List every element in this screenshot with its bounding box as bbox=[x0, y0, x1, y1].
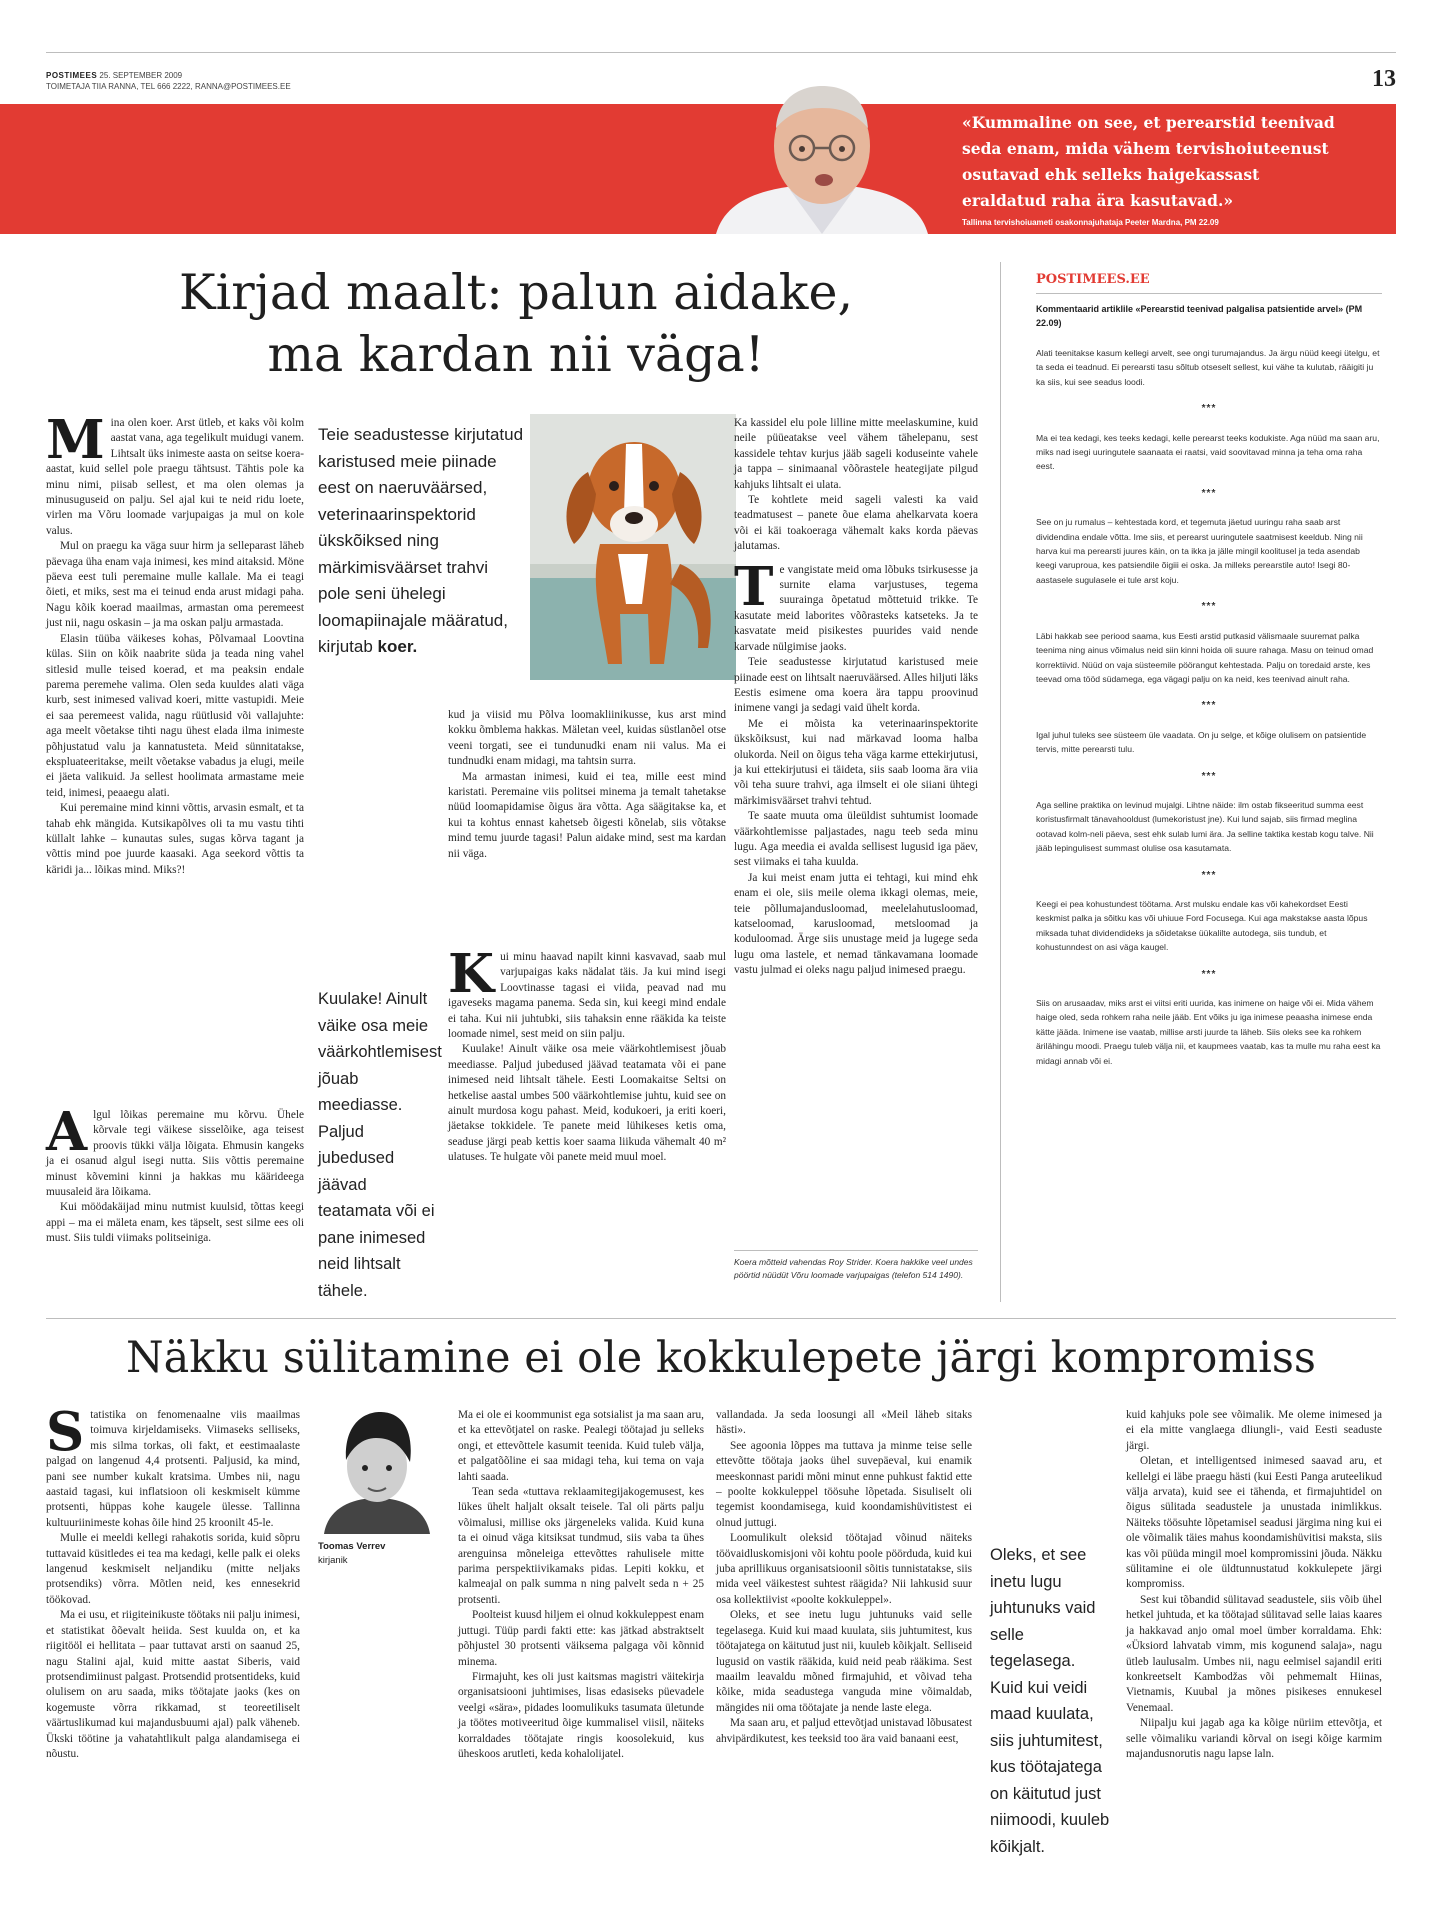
sidebar-divider bbox=[1000, 262, 1001, 1302]
comment: Aga selline praktika on levinud mujalgi. Lihtne näide: ilm ostab fikseeritud summa eest koristusfirmalt tänavahooldust (lumekoristust jne). Kui lund sajab, siis firmad meglina ootavad kolm-neli päeva, sest ehk sulab lumi ära. Ja selline taktika kestab kogu talve. Nii jääb lepingulisest summast olulise osa kasutamata. bbox=[1036, 799, 1374, 854]
comments-sidebar bbox=[1036, 272, 1382, 1081]
article1-pull-quote: Kuulake! Ainult väike osa meie väärkohtlemisest jõuab meediasse. Paljud jubedused jäävad teatamata või ei pane inimesed neid lihtsalt tähele. bbox=[318, 990, 442, 1300]
comment: Keegi ei pea kohustundest töötama. Arst mulsku endale kas või kahekordset Eesti keskmist palka ja sõitku kas või uhiuue Ford Focusega. Kui aga makstakse aasta lõpus miksada tuhat dividendideks ja sõidetakse üükalilte autodega, siis tundub, et kohustunndest on asi väga kaugel. bbox=[1036, 898, 1368, 953]
author-role: kirjanik bbox=[318, 1555, 348, 1566]
paragraph: kud ja viisid mu Põlva loomakliinikusse, kus arst mind kokku õmblema hakkas. Mäletan veel, kuidas süstlanõel otse veeni torgati, see ei tundunudki enam nii valus. Ma ei tundnudki enam midagi, ma tahtsin surra. bbox=[448, 709, 726, 768]
article2-pull-quote: Oleks, et see inetu lugu juhtunuks vaid selle tegelasega. Kuid kui veidi maad kuulata, siis juhtumitest, kus töötajatega on käitutud just niimoodi, kuuleb kõikjalt. bbox=[990, 1546, 1110, 1856]
paragraph: Niipalju kui jagab aga ka kõige nüriim ettevõtja, et selle võimaliku variandi kõrval on isegi kõige karmim majandusnorutis nagu lapse laln. bbox=[1126, 1717, 1382, 1760]
separator: *** bbox=[1201, 601, 1217, 613]
comment: Läbi hakkab see periood saama, kus Eesti arstid putkasid välismaale suuremat palka teenima ning ainus võimalus neid siin kinni hoida oli suure rahaga. Masu on teinud omad korrektiivid. Nüüd on vaja süsteemile pöörangut kehtestada. Palju on toredaid arste, kes teevad oma tööd südamega, ega vägagi palju on ka neid, kes teenivad ainult raha. bbox=[1036, 630, 1374, 684]
paragraph: Me ei mõista ka veterinaarinspektorite ükskõiksust, kui nad märkavad looma halba olukorda. Neil on õigus teha väga karme ettekirjutusi, ja kui ettekirjutusi ei täideta, siis saab looma ära viia või teha suure trahvi, aga ilmselt ei ole siiani ühtegi märkimisväärset trahvi tehtud. bbox=[734, 717, 978, 807]
masthead-info bbox=[46, 70, 646, 92]
paragraph: Te kohtlete meid sageli valesti ka vaid teadmatusest – panete õue elama ahelkarvata koera või ei käi toakoeraga vähemalt kaks korda päevas jalutamas. bbox=[734, 494, 978, 553]
separator: *** bbox=[1201, 700, 1217, 712]
dropcap-s: S bbox=[46, 1401, 85, 1463]
separator: *** bbox=[1201, 968, 1217, 980]
paragraph: See agoonia lõppes ma tuttava ja minme teise selle ettevõtte töötaja jaoks ühel suvepäeval, kui enamik meeskonnast paridi mõni minut enne puhkust faktid ette – poolte kokkuleppel töösuhe lõpetada. Sisuliselt oli tegemist koondamisega, kuid koondamishüvitistest ei olnud juttugi. bbox=[716, 1439, 972, 1529]
dropcap-k: K bbox=[448, 943, 495, 1005]
article2-col4 bbox=[1126, 1408, 1382, 1762]
editor-line: TOIMETAJA TIIA RANNA, TEL 666 2222, RANNA@POSTIMEES.EE bbox=[46, 82, 291, 91]
paragraph: vallandada. Ja seda loosungi all «Meil läheb sitaks hästi». bbox=[716, 1409, 972, 1437]
comment: Siis on arusaadav, miks arst ei viitsi eriti uurida, kas inimene on haige või ei. Mida vähem haige oled, seda rohkem raha neile jääb. Ent võiks ju iga inimese peaasha inimese enda kätte jääda. Inimene ise vaatab, millise arsti juurde ta läheb. Siis oleks see ka rohkem ärilähingu moodi. Praegu tuleb välja nii, et kaupmees vaatab, kas ta mulle mu raha eest ka midagi annab või ei. bbox=[1036, 998, 1381, 1066]
lead-author: koer. bbox=[377, 637, 418, 656]
paragraph: Ma armastan inimesi, kuid ei tea, mille eest mind karistati. Peremaine viis politsei minema ja temalt tahetakse nüüd loomapidamise õigus ära võtta. Aga säägitakse ka, et kui ta kohtus ennast kahetseb õigesti kõnelab, siis võtakse mind temu juurde tagasi! Palun aidake mind, sest ma kardan nii väga. bbox=[448, 770, 726, 860]
paragraph: Ma saan aru, et paljud ettevõtjad unistavad lõbusatest ahvipärdikutest, kes teeksid too ära vaid banaani eest, bbox=[716, 1717, 972, 1745]
section-rule bbox=[46, 1318, 1396, 1319]
article2-col3 bbox=[716, 1408, 972, 1747]
paragraph: kuid kahjuks pole see võimalik. Me oleme inimesed ja ei ela mitte vanglaega dliungli-, vaid Eesti seaduste järgi. bbox=[1126, 1409, 1382, 1452]
dropcap-t: T bbox=[734, 555, 774, 618]
article2-col2 bbox=[458, 1408, 704, 1762]
separator: *** bbox=[1201, 770, 1217, 782]
comment: Ma ei tea kedagi, kes teeks kedagi, kelle perearst teeks kodukiste. Aga nüüd ma saan aru, miks nad isegi uuringutele saanaata ei raatsi, vaid soovitavad minna ja teha oma raha eest. bbox=[1036, 432, 1380, 472]
paragraph: Oleks, et see inetu lugu juhtunuks vaid selle tegelasega. Kuid kui maad kuulata, siis juhtumitest, kus töötajatega on käitutud just nii, kuuleb kõikjalt. Selliseid lugusid on vastik rääkida, kuid neid peab rääkima. Sest maailm leavaldu mõned firmajuhid, et võivad teha kõike, mida seadustega vanguda mine võimaldab, mängides nii oma töötajate ja nende laste elega. bbox=[716, 1609, 972, 1714]
paragraph: ui minu haavad napilt kinni kasvavad, saab mul varjupaigas kaks nädalat täis. Ja kui mind isegi Loovtinasse tagasi ei viida, peavad nad mu igaveseks magama panema. Seda sin, kui keegi mind endale ei taha. Kui nii juhtubki, siis tahaksin enne rääkida ka teiste loomade nimel, sest meid on siin palju. bbox=[448, 951, 726, 1041]
headline-line-2: ma kardan nii väga! bbox=[267, 326, 765, 383]
author-name: Toomas Verrev bbox=[318, 1541, 386, 1552]
paragraph: Mulle ei meeldi kellegi rahakotis sorida, kuid sõpru tuttavaid küsitledes ei tea ma kedagi, kelle palk ei oleks langenud keskmiselt neljandiku (mitte neljaks protsendiks) võrra. Mõtlen neid, kes ennesekrid töökovad. bbox=[46, 1532, 300, 1606]
article1-col1 bbox=[46, 409, 304, 878]
author-photo bbox=[318, 1408, 436, 1534]
author-byline bbox=[318, 1540, 438, 1568]
paragraph: Kuulake! Ainult väike osa meie väärkohtlemisest jõuab meediasse. Paljud jubedused jäävad teatamata või ei pane inimesed neid lihtsalt tähele. Eesti Loomakaitse Seltsi on hetkelise aastal umbes 500 väärkohtlemise juhtu, kuid see on ainult murdosa kogu pahast. Meid, kodukoeri, ja eriti koeri, jäetakse tokkidele. Te panete meid lühikeses ketis oma, seaduse järgi peab kettis koer saama liikuda vähemalt 40 m² ulatuses. Te hulgate või panete meid muul moel. bbox=[448, 1043, 726, 1164]
page-number: 13 bbox=[1372, 66, 1396, 92]
paragraph: Mul on praegu ka väga suur hirm ja selleparast läheb päevaga üha enam vaja inimesi, kes mind aitaksid. Möne päeva eest tuli peremaine mulle kallale. Ma ei teagi õieti, et miks, sest ma ei teinud enda arust midagi paha. Nagu kõik koerad maailmas, armastan oma peremeest just nii, nagu oskasin – ja ma oskan palju armastada. bbox=[46, 540, 304, 630]
headline-line-1: Kirjad maalt: palun aidake, bbox=[178, 264, 854, 321]
lead-text: Teie seadustesse kirjutatud karistused meie piinade eest on naeruväärsed, veterinaarinspektorid ükskõiksed ning märkimisväärset trahvi pole seni ühelegi loomapiinajale määratud, kirjutab bbox=[318, 425, 524, 656]
paragraph: Ma ei usu, et riigiteinikuste töötaks nii palju inimesi, et statistikat õõevalt heiida. Sest kuulda on, et ka riigitööl ei hellitata – paar tuttavat arsti on saanud 25, nagu Stalini ajal, kuid mitte aastat Siberis, vaid protsendimiinust palgast. Protsendid protsentideks, kuid olulisem on aru saada, miks töötajate jaoks (kes on kogemuste võrra rikkamad, st teoreetiliselt väärtuslikumad kui majandusbuumi ajal) palk väheneb. Ükski töötine ja vahatahtlikult palga alandamisega ei nõustu. bbox=[46, 1609, 300, 1760]
article1-col1b bbox=[46, 1101, 304, 1247]
paragraph: Kui möödakäijad minu nutmist kuulsid, tõttas keegi appi – ma ei mäleta enam, kes täpselt, sest silme ees oli must. Siis tuldi viimaks politseiniga. bbox=[46, 1201, 304, 1245]
quote-source: Tallinna tervishoiuameti osakonnajuhataja Peeter Mardna, PM 22.09 bbox=[962, 218, 1219, 227]
paragraph: Loomulikult oleksid töötajad võinud näiteks töövaidluskomisjoni või kohtu poole pöörduda, kuid kui juba aprillikuus organisatsioonil sõitis tunnistatakse, siis mida veel väikestest suhtest räägida? Nii lahkusid suur osa kollektiivist «poolte kokkuleppel». bbox=[716, 1532, 972, 1606]
sidebar-heading: POSTIMEES.EE bbox=[1036, 272, 1150, 287]
sidebar-rule bbox=[1036, 293, 1382, 294]
separator: *** bbox=[1201, 487, 1217, 499]
article1-lead bbox=[318, 422, 524, 661]
paragraph: Kui peremaine mind kinni võttis, arvasin esmalt, et ta tahab ehk mängida. Kutsikapõlves oli ta mu vastu tihti küllalt lahke – kunautas sules, sugas kõrva tagant ja võttis mind poe juurde kaasaki. Aga seekord võttis ta käridi ja... lõikas mind. Miks?! bbox=[46, 802, 304, 876]
quote-line-3: osutavad ehk selleks haigekassast bbox=[962, 165, 1260, 184]
comment: Alati teenitakse kasum kellegi arvelt, see ongi turumajandus. Ja ärgu nüüd keegi ütelgu, et ta seda ei teadnud. Ei perearsti tasu sõltub otseselt sellest, kui vähe ta kulutab, rääigiti ju ka siis, kui see seadus loodi. bbox=[1036, 348, 1380, 387]
article1-col2 bbox=[448, 708, 726, 862]
paragraph: Tean seda «tuttava reklaamitegijakogemusest, kes lükes ühelt haljalt oksalt teisele. Tal oli pärts palju võimalusi, millise oks järgeneleks valida. Kuid kuna ta ei oinud väga kitsiksat tundmud, siis vaba ta ühes arenguinsa mõneleiga ettevõttes rahulisele mitte parima perspektiivikamaks pidas. Lepiti kokku, et kalmeajal on palk summa n ning palvelt seda n + 25 protsenti. bbox=[458, 1486, 704, 1606]
quote-line-1: «Kummaline on see, et perearstid teenivad bbox=[962, 113, 1335, 132]
banner-quote bbox=[962, 110, 1382, 227]
article1-headline bbox=[46, 262, 986, 386]
article2-col1 bbox=[46, 1401, 300, 1762]
paragraph: Elasin tüüba väikeses kohas, Põlvamaal Loovtina külas. Siin on kõik naabrite süda ja teada ning vahel sitlesid mulle teised koerad, et ma peaksin endale parema peremehe valima. Olen seda kuuldes alati väga kurb, sest inimesed valivad koeri, mitte vastupidi. Meie ei saa peremeest valida, nagu rüütlusid või vallajuhte: aga meelt võetakse tihti nagu ühest elada ilma inimeste põhjustatud valu ja kannatusteta. Meid sünnitatakse, ekspluateeritakse, meilt võetakse vabadus ja elugi, meile ei jäeta valikuid. Ja sellest hoolimata armastame meie teid, inimesi, peaaegu alati. bbox=[46, 632, 304, 799]
comment: Igal juhul tuleks see süsteem üle vaadata. On ju selge, et kõige olulisem on patsientide tervis, mitte perearsti tulu. bbox=[1036, 729, 1367, 755]
paragraph: e vangistate meid oma lõbuks tsirkusesse ja surnite elama varjustuses, tegema suurainga õpetatud mõttetuid trikke. Te kasutate meid laborites võõrasteks katseteks. Ja te kasvatate meid pisikestes puurides vaid nende karvade nülgimise jaoks. bbox=[734, 563, 978, 653]
separator: *** bbox=[1201, 869, 1217, 881]
comment-list bbox=[1036, 346, 1382, 1068]
top-rule bbox=[46, 52, 1396, 53]
quote-line-4: eraldatud raha ära kasutavad.» bbox=[962, 191, 1234, 210]
paper-name: POSTIMEES bbox=[46, 71, 98, 80]
dropcap-m: M bbox=[46, 409, 105, 471]
paragraph: Oletan, et intelligentsed inimesed saavad aru, et kellelgi ei läbe praegu hästi (kui Eesti Panga aruteelikud välja arvata), kuid see ei tähenda, et firmajuhtidel on õigus sülitada seadustele ja unustada inimlikkus. Näiteks töösuhte lõpetamisel seadusi järgima ning kui ei ole võimalik täies mahus koondamishüvitisi maksta, siis kas või püüda mingil moel kompromissini jõuda. Näkku sülitamine ei ole üldtunnustatud kokkulepete järgi kompromiss. bbox=[1126, 1455, 1382, 1591]
sidebar-subheading: Kommentaarid artiklile «Perearstid teenivad palgalisa patsientide arvel» (PM 22.09) bbox=[1036, 304, 1363, 328]
paragraph: Firmajuht, kes oli just kaitsmas magistri väitekirja organisatsiooni juhtimises, lisas edasiseks püevadele veelgi «sära», pidades loomulikuks tasumata ületunde ja töötes motiveeritud õige kummalisel viisil, näiteks korraldades töötajate ringis koosolekuid, kus üheskoos arutleti, keda kohalolijatel. bbox=[458, 1670, 704, 1760]
paragraph: Poolteist kuusd hiljem ei olnud kokkuleppest enam juttugi. Tüüp pardi fakti ette: kas jätkad abstraktselt põhjustel 30 protsenti väiksema palgaga või kõnnid minema. bbox=[458, 1609, 704, 1668]
paragraph: Sest kui tõbandid sülitavad seadustele, siis võib ühel hetkel juhtuda, et ka töötajad sülitavad selle laias kaares ja hakkavad anjo omal moel ümber korraldama. Ehk: «Üksiord lahvatab vimm, mis kogunend salaja», nagu ütleb laulusalm. Umbes nii, nagu eelmisel sajandil eriti konkreetselt Kambodžas või pehmemalt Hiinas, Vietnamis, Kuubal ja mõnes pisikeses ennukesel Venemaal. bbox=[1126, 1593, 1382, 1714]
comment: See on ju rumalus – kehtestada kord, et tegemuta jäetud uuringu raha saab arst dividendina endale võtta. Ime siis, et perearst uuringutele saatmisest keeldub. Ning nii harva kui ma perearsti juures käin, on ta ikka ja jälle mingil koolitusel ja teda asendab keegi varuproua, kes patsiendile õigiii ei oska. Ja milleks perearstile auto! Isegi 80-aastasele sugulasele ei tule arst koju. bbox=[1036, 517, 1363, 585]
article2-headline: Näkku sülitamine ei ole kokkulepete järgi kompromiss bbox=[125, 1333, 1317, 1383]
article1-col2b bbox=[448, 943, 726, 1166]
paragraph: Te saate muuta oma üleüldist suhtumist loomade väärkohtlemisse paljastades, nagu teeb seda minu lugu. Aga meedia ei avalda sellisest lugusid iga päev, sest viimaks ei taha kuulda. bbox=[734, 810, 978, 869]
dog-photo bbox=[530, 414, 736, 680]
paragraph: Ja kui meist enam jutta ei tehtagi, kui mind ehk enam ei ole, siis meile olema ikkagi olemas, meie, teie põllumajandusloomad, meelelahutusloomad, katseloomad, karusloomad, metsloomad ja koduloomad. Ärge siis unustage meid ja lugege seda lugu oma lastele, et nemad tänkavamana loomade vastu julmad ei oleks nagu paljud inimesed praegu. bbox=[734, 871, 978, 977]
paragraph: Ma ei ole ei koommunist ega sotsialist ja ma saan aru, et ka ettevõtjatel on raske. Pealegi töötajad ju selleks ongi, et ettevõttele kasumit teenida. Kuid tuleb välja, et palgatõõline ei saa midagi teha, kui tema on vaja lahti saada. bbox=[458, 1409, 704, 1483]
article1-caption: Koera mõtteid vahendas Roy Strider. Koera hakkike veel undes pöörtid nüüdüt Võru loomade varjupaigas (telefon 514 1490). bbox=[734, 1257, 973, 1280]
dropcap-a: A bbox=[46, 1101, 88, 1163]
paragraph: Ka kassidel elu pole lilline mitte meelaskumine, kuid neile püüeatakse veel vähem tähelepanu, sest kassidele tehtav kurjus jääb sageli koduseinte vahele ja tappa – sinimaanal võõrastele heategijate pilgud kahjuks lihtsalt ei ulata. bbox=[734, 417, 978, 491]
paragraph: Teie seadustesse kirjutatud karistused meie piinade eest on lihtsalt naeruväärsed. Alles hiljuti läks Eestis esimene oma koera ära tappu proovinud inimene vangi ja sedagi vaid ühelt korda. bbox=[734, 656, 978, 715]
issue-date: 25. SEPTEMBER 2009 bbox=[99, 71, 183, 80]
portrait-photo bbox=[706, 80, 938, 234]
paragraph: lgul lõikas peremaine mu kõrvu. Ühele kõrvale tegi väikese sisselõike, aga teisest proovis tükki välja lõigata. Ehmusin kangeks ja ei osanud algul isegi nutta. Siis võttis peremaine minust kõvemini kinni ja hakkas mu käärideega muusaleid ära lõikama. bbox=[46, 1109, 304, 1199]
caption-rule bbox=[734, 1250, 978, 1251]
quote-line-2: seda enam, mida vähem tervishoiuteenust bbox=[962, 139, 1329, 158]
paragraph: tatistika on fenomenaalne viis maailmas toimuva kirjeldamiseks. Viimaseks selliseks, mis silma torkas, oli fakt, et eestimaalaste palgad on langenud 4,4 protsenti. Paljusid, ka mind, pani see number kukalt kratsima. Umbes nii, nagu aastaid tagasi, kui inflatsioon oli keskmiselt kümme protsenti, hüppas kohe kaugele ülesse. Tallinna kultuuriinimeste kohas õile hind 25 kroonilt 45-le. bbox=[46, 1409, 300, 1529]
separator: *** bbox=[1201, 403, 1217, 415]
paragraph: ina olen koer. Arst ütleb, et kaks või kolm aastat vana, aga tegelikult muidugi vanem. Lihtsalt üks inimeste aasta on seitse koera-aastat, kuid sellel pole praegu tähtsust. Tähtis pole ka minu nimi, piisab sellest, et ma olen olemas ja minusuguseid on palju. Sel ajal kui te neid ridu loete, virlen ma Võru loomade varjupaigas ja mul on kole valus. bbox=[46, 417, 304, 537]
article1-col3 bbox=[734, 416, 978, 979]
